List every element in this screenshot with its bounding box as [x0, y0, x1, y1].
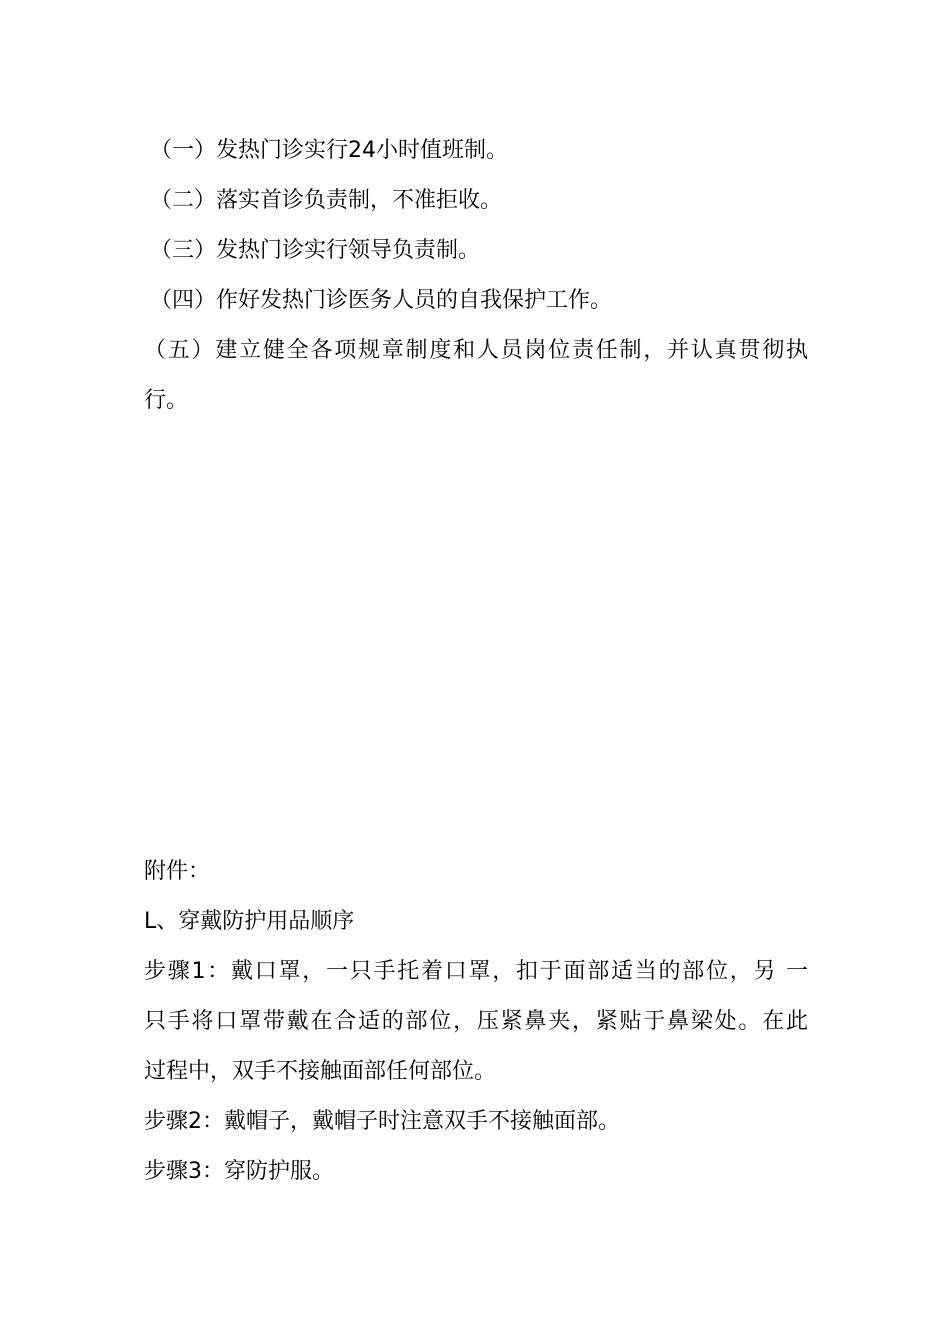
step-line-5: 步骤3：穿防护服。	[144, 1159, 334, 1184]
step-line-3: 过程中，双手不接触面部任何部位。	[144, 1059, 497, 1084]
rule-item-5-continued: 行。	[144, 388, 189, 413]
rule-item-1: （一）发热门诊实行24小时值班制。	[150, 138, 508, 163]
step-line-2: 只手将口罩带戴在合适的部位，压紧鼻夹，紧贴于鼻梁处。在此	[144, 1009, 808, 1034]
step-line-4: 步骤2：戴帽子，戴帽子时注意双手不接触面部。	[144, 1109, 620, 1134]
rule-item-3: （三）发热门诊实行领导负责制。	[150, 238, 481, 263]
step-line-1: 步骤1：戴口罩，一只手托着口罩，扣于面部适当的部位，另 一	[144, 959, 808, 984]
rule-item-2: （二）落实首诊负责制，不准拒收。	[150, 188, 503, 213]
rule-item-5: （五）建立健全各项规章制度和人员岗位责任制，并认真贯彻执	[144, 338, 808, 363]
attachment-label: 附件：	[144, 859, 211, 884]
rule-item-4: （四）作好发热门诊医务人员的自我保护工作。	[150, 288, 613, 313]
attachment-title: L、穿戴防护用品顺序	[144, 909, 355, 934]
